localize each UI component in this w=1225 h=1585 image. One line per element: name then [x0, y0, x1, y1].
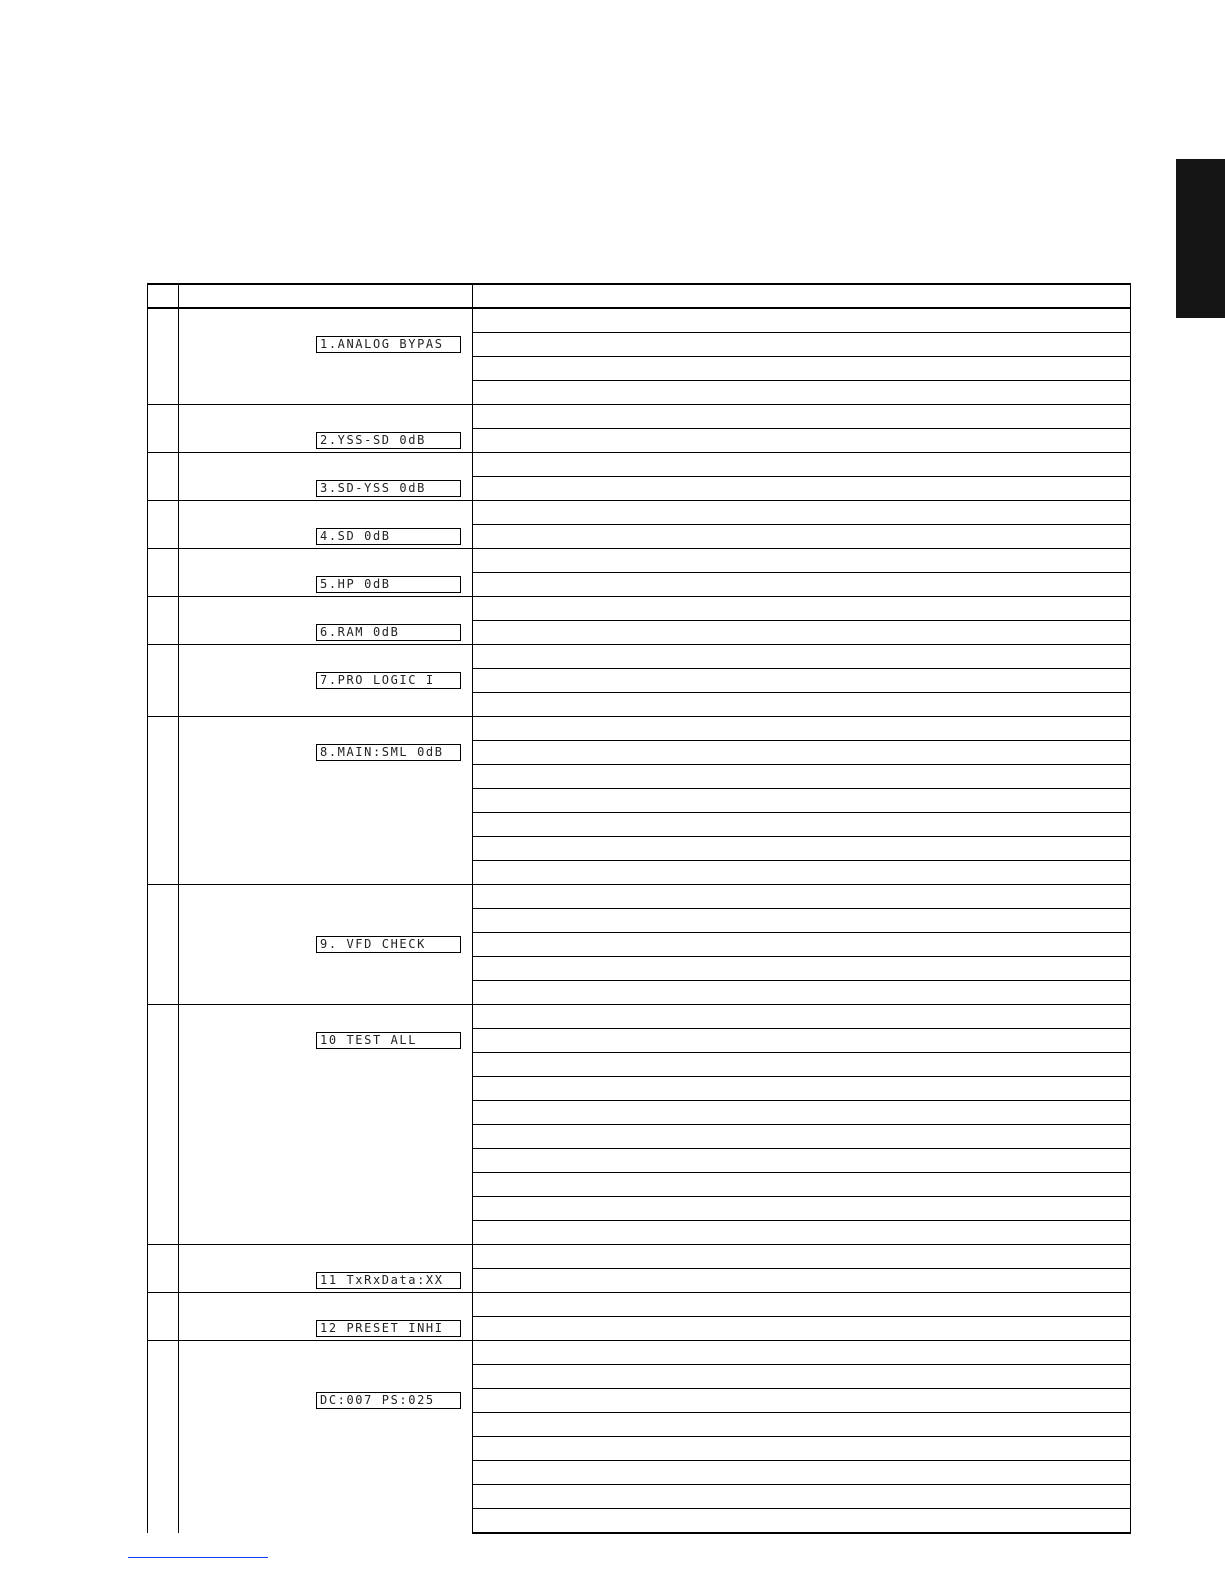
- test-number-cell: [148, 1293, 179, 1341]
- test-detail-cell: [473, 981, 1131, 1005]
- test-detail-cell: [473, 1341, 1131, 1365]
- header-display-cell: [179, 284, 473, 308]
- test-detail-cell: [473, 1461, 1131, 1485]
- test-display-cell: [179, 645, 473, 717]
- table-row: [148, 645, 1131, 669]
- section-side-tab: [1176, 159, 1225, 318]
- table-body: [148, 308, 1131, 1533]
- test-detail-cell: [473, 1293, 1131, 1317]
- test-detail-cell: [473, 1245, 1131, 1269]
- test-detail-cell: [473, 1005, 1131, 1029]
- test-number-cell: [148, 1005, 179, 1245]
- test-detail-cell: [473, 693, 1131, 717]
- table-row: [148, 308, 1131, 333]
- test-detail-cell: [473, 308, 1131, 333]
- header-no-cell: [148, 284, 179, 308]
- test-detail-cell: [473, 1317, 1131, 1341]
- table-row: [148, 453, 1131, 477]
- test-display-cell: [179, 597, 473, 645]
- vfd-display-readout: 11 TxRxData:XX: [316, 1272, 461, 1289]
- test-display-cell: [179, 885, 473, 1005]
- test-detail-cell: [473, 1053, 1131, 1077]
- test-detail-cell: [473, 1221, 1131, 1245]
- test-detail-cell: [473, 1101, 1131, 1125]
- test-display-cell: [179, 717, 473, 885]
- test-detail-cell: [473, 333, 1131, 357]
- test-number-cell: [148, 597, 179, 645]
- vfd-display-readout: 8.MAIN:SML 0dB: [316, 744, 461, 761]
- vfd-display-readout: DC:007 PS:025: [316, 1392, 461, 1409]
- test-number-cell: [148, 308, 179, 405]
- test-detail-cell: [473, 453, 1131, 477]
- test-detail-cell: [473, 933, 1131, 957]
- test-detail-cell: [473, 381, 1131, 405]
- test-detail-cell: [473, 477, 1131, 501]
- test-detail-cell: [473, 525, 1131, 549]
- test-number-cell: [148, 549, 179, 597]
- table-row: [148, 1293, 1131, 1317]
- test-detail-cell: [473, 1485, 1131, 1509]
- test-detail-cell: [473, 645, 1131, 669]
- test-detail-cell: [473, 837, 1131, 861]
- test-detail-cell: [473, 405, 1131, 429]
- vfd-display-readout: 9. VFD CHECK: [316, 936, 461, 953]
- test-detail-cell: [473, 813, 1131, 837]
- test-display-cell: [179, 549, 473, 597]
- test-number-cell: [148, 645, 179, 717]
- vfd-display-readout: 7.PRO LOGIC I: [316, 672, 461, 689]
- test-number-cell: [148, 1341, 179, 1534]
- table-row: [148, 885, 1131, 909]
- test-detail-cell: [473, 885, 1131, 909]
- test-number-cell: [148, 405, 179, 453]
- test-detail-cell: [473, 1413, 1131, 1437]
- test-detail-cell: [473, 957, 1131, 981]
- test-detail-cell: [473, 1365, 1131, 1389]
- test-display-cell: [179, 1293, 473, 1341]
- test-display-cell: [179, 453, 473, 501]
- table-row: [148, 1245, 1131, 1269]
- vfd-display-readout: 4.SD 0dB: [316, 528, 461, 545]
- test-number-cell: [148, 501, 179, 549]
- test-detail-cell: [473, 1509, 1131, 1534]
- test-detail-cell: [473, 669, 1131, 693]
- test-detail-cell: [473, 573, 1131, 597]
- test-number-cell: [148, 717, 179, 885]
- header-details-cell: [473, 284, 1131, 308]
- test-detail-cell: [473, 909, 1131, 933]
- test-detail-cell: [473, 597, 1131, 621]
- table-row: [148, 597, 1131, 621]
- test-detail-cell: [473, 357, 1131, 381]
- table-row: [148, 1341, 1131, 1365]
- test-detail-cell: [473, 765, 1131, 789]
- table-row: [148, 549, 1131, 573]
- test-number-cell: [148, 1245, 179, 1293]
- test-display-cell: [179, 1341, 473, 1534]
- test-display-cell: [179, 308, 473, 405]
- vfd-display-readout: 3.SD-YSS 0dB: [316, 480, 461, 497]
- test-display-cell: [179, 501, 473, 549]
- test-mode-table: [147, 283, 1131, 1534]
- test-detail-cell: [473, 1389, 1131, 1413]
- vfd-display-readout: 10 TEST ALL: [316, 1032, 461, 1049]
- vfd-display-readout: 5.HP 0dB: [316, 576, 461, 593]
- table-row: [148, 1005, 1131, 1029]
- test-display-cell: [179, 1245, 473, 1293]
- test-detail-cell: [473, 861, 1131, 885]
- test-detail-cell: [473, 717, 1131, 741]
- test-detail-cell: [473, 1269, 1131, 1293]
- test-detail-cell: [473, 501, 1131, 525]
- footer-link-underline: [128, 1557, 268, 1558]
- vfd-display-readout: 2.YSS-SD 0dB: [316, 432, 461, 449]
- test-number-cell: [148, 885, 179, 1005]
- table-row: [148, 717, 1131, 741]
- test-detail-cell: [473, 1197, 1131, 1221]
- vfd-display-readout: 6.RAM 0dB: [316, 624, 461, 641]
- test-detail-cell: [473, 1149, 1131, 1173]
- test-detail-cell: [473, 1077, 1131, 1101]
- test-detail-cell: [473, 741, 1131, 765]
- test-detail-cell: [473, 1125, 1131, 1149]
- test-detail-cell: [473, 549, 1131, 573]
- test-detail-cell: [473, 1173, 1131, 1197]
- table-row: [148, 501, 1131, 525]
- test-detail-cell: [473, 789, 1131, 813]
- test-detail-cell: [473, 1029, 1131, 1053]
- test-detail-cell: [473, 1437, 1131, 1461]
- table-row: [148, 405, 1131, 429]
- vfd-display-readout: 12 PRESET INHI: [316, 1320, 461, 1337]
- test-number-cell: [148, 453, 179, 501]
- test-detail-cell: [473, 429, 1131, 453]
- test-display-cell: [179, 405, 473, 453]
- test-detail-cell: [473, 621, 1131, 645]
- test-display-cell: [179, 1005, 473, 1245]
- table-header-row: [148, 284, 1131, 308]
- vfd-display-readout: 1.ANALOG BYPAS: [316, 336, 461, 353]
